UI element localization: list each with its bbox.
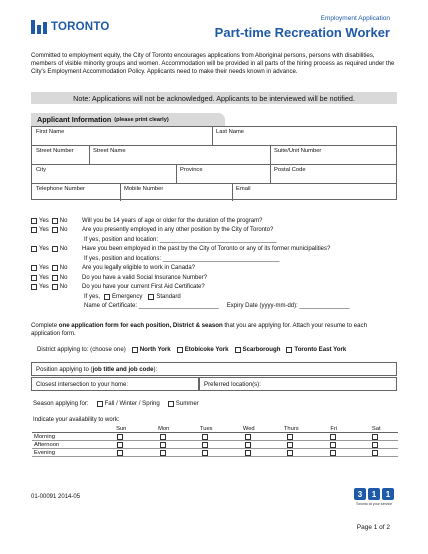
postal-code-field[interactable]: Postal Code bbox=[274, 167, 306, 173]
question-eligible bbox=[31, 265, 195, 271]
checkbox[interactable] bbox=[235, 347, 241, 353]
no-checkbox[interactable] bbox=[52, 246, 58, 252]
district-selector bbox=[37, 346, 346, 353]
question-text: Are you legally eligible to work in Canada? bbox=[82, 265, 196, 271]
availability-header-row bbox=[32, 425, 398, 433]
question-first-aid bbox=[31, 284, 205, 290]
no-checkbox[interactable] bbox=[52, 218, 58, 224]
no-label: No bbox=[59, 246, 68, 252]
season-option-fall-winter-spring[interactable] bbox=[97, 400, 160, 407]
city-field[interactable]: City bbox=[36, 167, 46, 173]
district-option-north-york[interactable] bbox=[132, 346, 171, 353]
availability-checkbox[interactable] bbox=[160, 450, 166, 456]
street-name-field[interactable]: Street Name bbox=[93, 148, 126, 154]
emergency-label: Emergency bbox=[112, 294, 143, 300]
first-name-field[interactable]: First Name bbox=[36, 129, 65, 135]
availability-checkbox[interactable] bbox=[330, 450, 336, 456]
badge-tagline: Toronto at your service bbox=[355, 502, 393, 506]
emergency-checkbox[interactable] bbox=[104, 294, 110, 300]
no-label: No bbox=[59, 218, 68, 224]
311-badge bbox=[350, 488, 398, 506]
expiry-date-field[interactable]: Expiry Date (yyyy-mm-dd): _______________ bbox=[226, 303, 350, 309]
position-label-suffix: ): bbox=[153, 365, 158, 373]
availability-checkbox[interactable] bbox=[287, 442, 293, 448]
past-position-location-line[interactable]: If yes, position and locations: ___________________________________ bbox=[84, 256, 280, 262]
yes-checkbox[interactable] bbox=[31, 227, 37, 233]
yes-label: Yes bbox=[39, 246, 49, 252]
day-header: Mon bbox=[158, 425, 170, 432]
option-label: Scarborough bbox=[242, 346, 281, 353]
availability-checkbox[interactable] bbox=[372, 442, 378, 448]
availability-checkbox[interactable] bbox=[117, 442, 123, 448]
option-label: Summer bbox=[175, 400, 199, 407]
period-label: Morning bbox=[34, 433, 55, 440]
yes-checkbox[interactable] bbox=[31, 275, 37, 281]
complete-suffix: that you are applying for. Attach your resume to each application form. bbox=[31, 322, 367, 338]
checkbox[interactable] bbox=[97, 401, 103, 407]
applicant-heading-text: Applicant Information bbox=[37, 115, 112, 124]
availability-checkbox[interactable] bbox=[245, 442, 251, 448]
position-location-line[interactable]: If yes, position and location: ___________________________________ bbox=[84, 237, 277, 243]
availability-checkbox[interactable] bbox=[330, 442, 336, 448]
first-aid-type bbox=[84, 294, 181, 300]
question-sin bbox=[31, 275, 207, 281]
checkbox[interactable] bbox=[168, 401, 174, 407]
complete-bold: one application form for each position, District & season bbox=[58, 322, 223, 329]
no-checkbox[interactable] bbox=[52, 284, 58, 290]
complete-instruction bbox=[31, 322, 397, 338]
applicant-heading-note: (please print clearly) bbox=[114, 116, 169, 123]
logo-text: TORONTO bbox=[51, 21, 110, 33]
season-option-summer[interactable] bbox=[168, 400, 199, 407]
intro-paragraph: Committed to employment equity, the City of Toronto encourages applications from Aboriginal persons, persons with disabilities, members of visible minority groups and women. Accommodation will be provided in all parts of the hiring process as required under the City's Employment Accommodation Policy. Applicants need to make their needs known in advance. bbox=[31, 52, 395, 76]
district-option-toronto-east-york[interactable] bbox=[286, 346, 346, 353]
no-checkbox[interactable] bbox=[52, 227, 58, 233]
yes-checkbox[interactable] bbox=[31, 265, 37, 271]
question-text: Have you been employed in the past by the City of Toronto or any of its former municipalities? bbox=[82, 246, 331, 252]
option-label: Fall / Winter / Spring bbox=[104, 400, 160, 407]
season-selector bbox=[33, 400, 199, 407]
availability-row bbox=[32, 433, 398, 441]
note-banner: Note: Applications will not be acknowledged. Applicants to be interviewed will be notified. bbox=[31, 92, 397, 104]
availability-checkbox[interactable] bbox=[287, 450, 293, 456]
season-label: Season applying for: bbox=[33, 400, 89, 407]
district-option-etobicoke-york[interactable] bbox=[177, 346, 229, 353]
city-hall-icon bbox=[31, 20, 48, 34]
question-text: Are you presently employed in any other position by the City of Toronto? bbox=[82, 227, 274, 233]
availability-checkbox[interactable] bbox=[117, 450, 123, 456]
availability-checkbox[interactable] bbox=[330, 434, 336, 440]
yes-label: Yes bbox=[39, 275, 49, 281]
day-header: Sun bbox=[116, 425, 127, 432]
applicant-heading bbox=[31, 113, 225, 126]
standard-checkbox[interactable] bbox=[148, 294, 154, 300]
no-label: No bbox=[59, 227, 68, 233]
province-field[interactable]: Province bbox=[180, 167, 203, 173]
badge-digit: 3 bbox=[354, 488, 366, 500]
position-label-bold: job title and job code bbox=[92, 365, 154, 373]
day-header: Thurs bbox=[283, 425, 299, 432]
no-checkbox[interactable] bbox=[52, 265, 58, 271]
yes-label: Yes bbox=[39, 284, 49, 290]
certificate-line bbox=[84, 303, 350, 309]
complete-prefix: Complete bbox=[31, 322, 59, 329]
option-label: North York bbox=[139, 346, 171, 353]
last-name-field[interactable]: Last Name bbox=[216, 129, 245, 135]
day-header: Sat bbox=[371, 425, 381, 432]
availability-checkbox[interactable] bbox=[372, 434, 378, 440]
position-field[interactable] bbox=[31, 362, 397, 376]
no-label: No bbox=[59, 284, 68, 290]
applicant-grid bbox=[31, 126, 397, 200]
telephone-field[interactable]: Telephone Number bbox=[36, 186, 85, 192]
availability-checkbox[interactable] bbox=[160, 434, 166, 440]
question-text: Do you have your current First Aid Certificate? bbox=[82, 284, 205, 290]
option-label: Etobicoke York bbox=[184, 346, 229, 353]
standard-label: Standard bbox=[156, 294, 181, 300]
yes-label: Yes bbox=[39, 227, 49, 233]
certificate-name-field[interactable]: Name of Certificate: ________________________ bbox=[84, 303, 219, 309]
no-label: No bbox=[59, 265, 68, 271]
day-header: Fri bbox=[330, 425, 338, 432]
street-number-field[interactable]: Street Number bbox=[36, 148, 74, 154]
form-id: 01-00091 2014-05 bbox=[31, 494, 81, 500]
yes-checkbox[interactable] bbox=[31, 284, 37, 290]
question-past-employment bbox=[31, 246, 330, 252]
badge-digit: 1 bbox=[368, 488, 380, 500]
availability-checkbox[interactable] bbox=[202, 442, 208, 448]
yes-label: Yes bbox=[39, 265, 49, 271]
page-number: Page 1 of 2 bbox=[356, 524, 390, 531]
period-label: Afternoon bbox=[34, 441, 60, 448]
yes-checkbox[interactable] bbox=[31, 218, 37, 224]
if-yes-label: If yes, bbox=[84, 294, 101, 300]
availability-checkbox[interactable] bbox=[202, 434, 208, 440]
availability-checkbox[interactable] bbox=[245, 450, 251, 456]
no-checkbox[interactable] bbox=[52, 275, 58, 281]
mobile-field[interactable]: Mobile Number bbox=[124, 186, 164, 192]
question-text: Do you have a valid Social Insurance Number? bbox=[82, 275, 208, 281]
checkbox[interactable] bbox=[286, 347, 292, 353]
availability-checkbox[interactable] bbox=[160, 442, 166, 448]
availability-row bbox=[32, 449, 398, 457]
page-title: Part-time Recreation Worker bbox=[214, 25, 390, 40]
availability-checkbox[interactable] bbox=[287, 434, 293, 440]
toronto-logo bbox=[31, 18, 111, 36]
availability-checkbox[interactable] bbox=[117, 434, 123, 440]
availability-checkbox[interactable] bbox=[372, 450, 378, 456]
checkbox[interactable] bbox=[177, 347, 183, 353]
email-field[interactable]: Email bbox=[236, 186, 251, 192]
availability-row bbox=[32, 441, 398, 449]
preferred-location-field[interactable]: Preferred location(s): bbox=[199, 377, 397, 391]
district-option-scarborough[interactable] bbox=[235, 346, 281, 353]
yes-label: Yes bbox=[39, 218, 49, 224]
badge-digit: 1 bbox=[382, 488, 394, 500]
availability-table bbox=[32, 425, 398, 457]
day-header: Tues bbox=[199, 425, 213, 432]
district-label: District applying to: (choose one) bbox=[37, 346, 126, 353]
intersection-field[interactable]: Closest intersection to your home: bbox=[31, 377, 199, 391]
no-label: No bbox=[59, 275, 68, 281]
position-label-prefix: Position applying to ( bbox=[36, 365, 93, 373]
availability-checkbox[interactable] bbox=[245, 434, 251, 440]
question-text: Will you be 14 years of age or older for the duration of the program? bbox=[82, 218, 263, 224]
question-age bbox=[31, 218, 262, 224]
checkbox[interactable] bbox=[132, 347, 138, 353]
suite-field[interactable]: Suite/Unit Number bbox=[274, 148, 322, 154]
yes-checkbox[interactable] bbox=[31, 246, 37, 252]
period-label: Evening bbox=[34, 449, 55, 456]
question-employed bbox=[31, 227, 273, 233]
availability-checkbox[interactable] bbox=[202, 450, 208, 456]
day-header: Wed bbox=[242, 425, 255, 432]
doc-type: Employment Application bbox=[320, 15, 390, 22]
availability-label: Indicate your availability to work: bbox=[33, 417, 120, 423]
option-label: Toronto East York bbox=[294, 346, 347, 353]
